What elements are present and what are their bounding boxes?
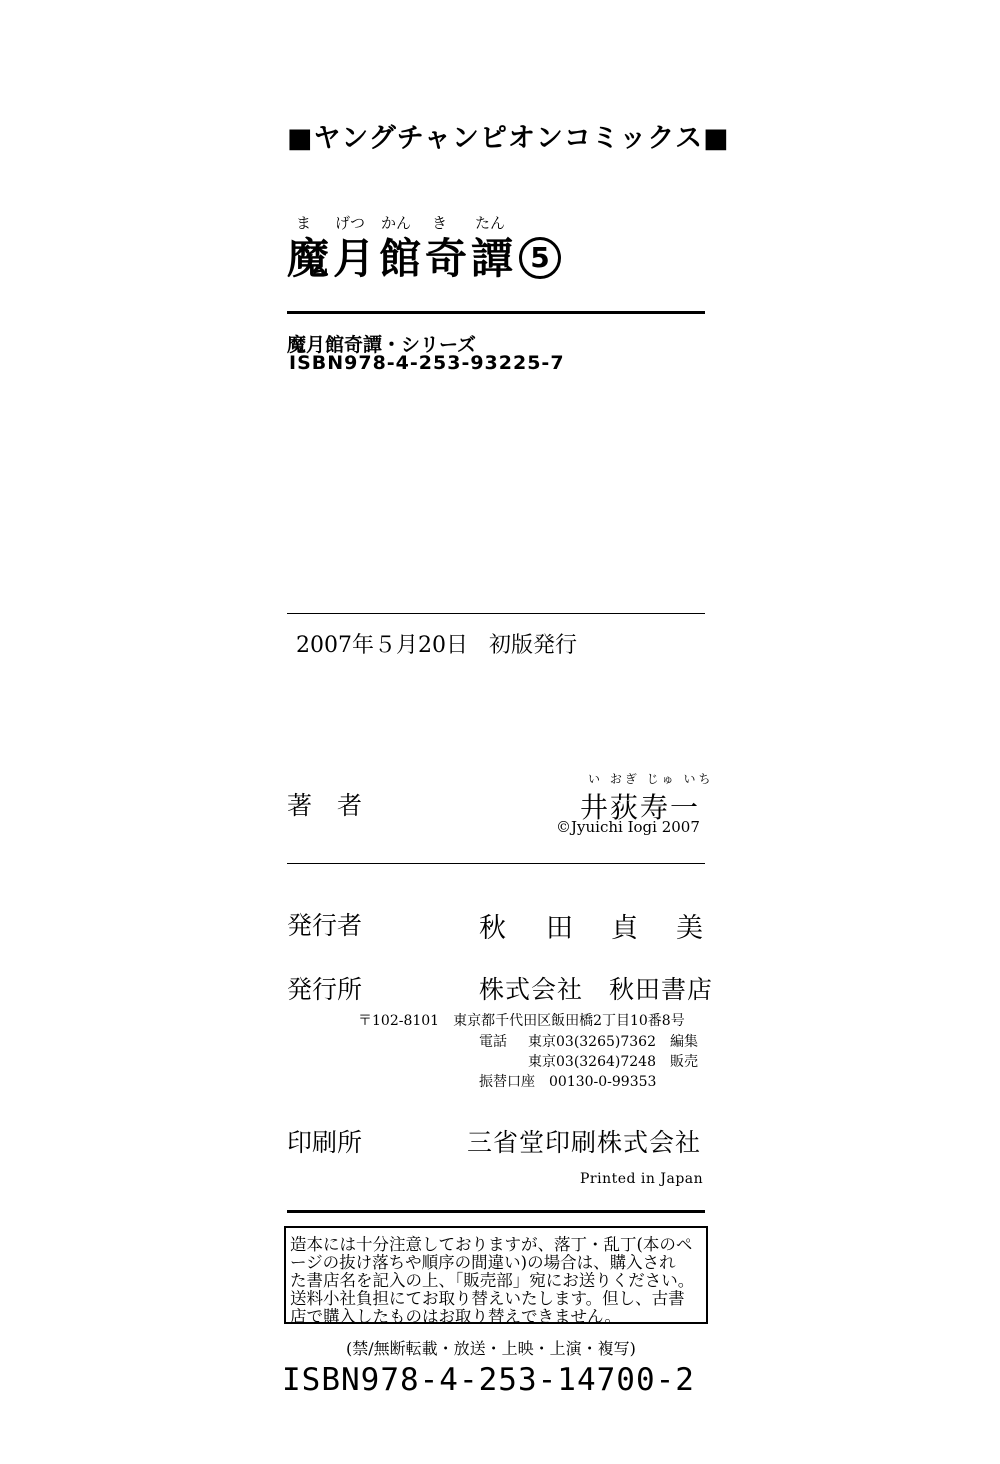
publisher-name: 株式会社 秋田書店 [479, 975, 714, 1004]
publisher-address: 〒102-8101 東京都千代田区飯田橋2丁目10番8号 [358, 1013, 685, 1029]
phone-sales: 東京03(3264)7248 販売 [528, 1054, 698, 1070]
publisher-person-char: 田 [546, 913, 573, 944]
notice-line: た書店名を記入の上、「販売部」宛にお送りください。 [290, 1271, 695, 1290]
title-ruby: かん [381, 214, 412, 232]
title-ruby: たん [475, 214, 506, 232]
publication-date: 2007年５月20日 [296, 633, 468, 658]
publisher-person-char: 美 [676, 913, 703, 944]
copyright-line: ©Jyuichi Iogi 2007 [556, 818, 700, 836]
book-title [287, 226, 561, 286]
transfer-account: 振替口座 00130-0-99353 [479, 1074, 657, 1090]
notice-line: 造本には十分注意しておりますが、落丁・乱丁(本のペ [290, 1235, 693, 1254]
phone-edit: 東京03(3265)7362 編集 [528, 1034, 698, 1050]
notice-line: ージの抜け落ちや順序の間違い)の場合は、購入され [290, 1253, 676, 1272]
publisher-person-char: 貞 [611, 913, 638, 944]
author-label: 著 者 [287, 791, 363, 820]
publisher-label: 発行所 [287, 975, 363, 1004]
divider [287, 1210, 705, 1213]
title-ruby: ま [296, 214, 312, 232]
printer-name: 三省堂印刷株式会社 [467, 1128, 702, 1157]
notice-line: 店で購入したものはお取り替えできません。 [290, 1307, 621, 1326]
series-isbn: ISBN978-4-253-93225-7 [289, 352, 565, 374]
series-name: 魔月館奇譚・シリーズ [287, 334, 477, 356]
phone-label: 電話 [479, 1034, 507, 1050]
title-ruby: げつ [335, 214, 366, 232]
author-ruby: い おぎ じゅ いち [588, 772, 714, 786]
publisher-person-char: 秋 [479, 913, 506, 944]
printer-label: 印刷所 [287, 1128, 363, 1157]
divider [287, 311, 705, 314]
author-name: 井荻寿一 [580, 791, 701, 824]
divider [287, 613, 705, 614]
printed-in: Printed in Japan [580, 1171, 704, 1187]
divider [287, 863, 705, 864]
imprint-label: ■ヤングチャンピオンコミックス■ [287, 123, 730, 154]
notice-line: 送料小社負担にてお取り替えいたします。但し、古書 [290, 1289, 685, 1308]
title-text: 魔月館奇譚 [287, 234, 518, 283]
publisher-person-label: 発行者 [287, 911, 363, 940]
title-ruby: き [432, 214, 448, 232]
isbn-code: ISBN978-4-253-14700-2 [282, 1362, 695, 1398]
edition-label: 初版発行 [489, 633, 578, 658]
prohibited-notice: (禁/無断転載・放送・上映・上演・複写) [346, 1339, 636, 1358]
volume-number: 5 [519, 237, 561, 279]
